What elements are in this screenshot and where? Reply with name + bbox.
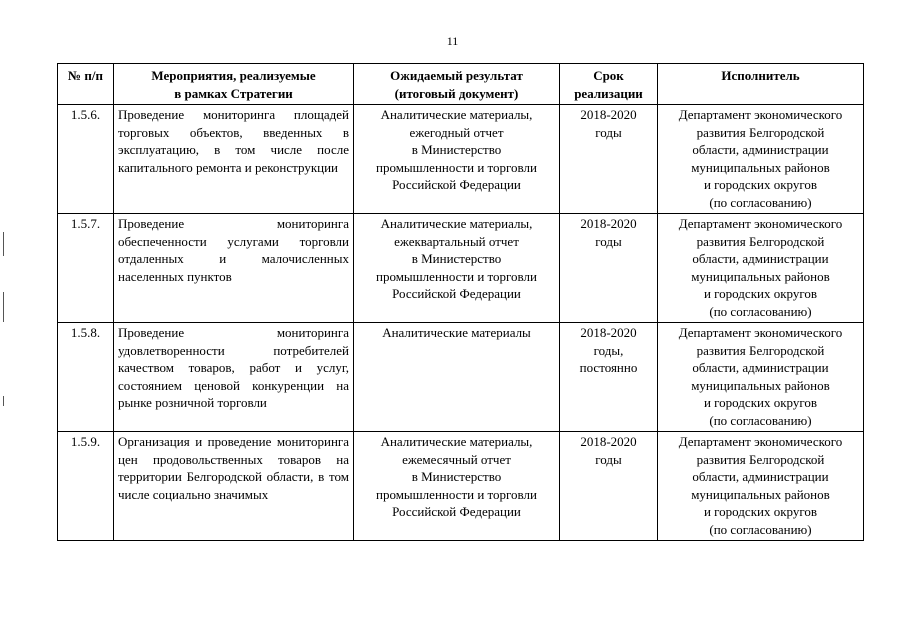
expected-result-line: в Министерство <box>411 251 502 266</box>
executor-line: (по согласованию) <box>709 303 812 319</box>
table-row <box>58 105 864 214</box>
expected-result-line: промышленности и торговли <box>376 486 537 502</box>
expected-result-line: ежегодный отчет <box>409 124 504 140</box>
measure-description: Проведение мониторинга удовлетворенности потребителей качеством товаров, работ и услуг, состоянием ценовой конкуренции на рынке розничной торговли <box>114 323 354 432</box>
executor-line: области, администрации <box>692 142 829 157</box>
implementation-term-line: годы <box>595 124 622 140</box>
executor-line: Департамент экономического <box>678 434 843 449</box>
implementation-term-line: годы, <box>593 342 624 358</box>
scan-mark <box>3 396 4 406</box>
scan-mark <box>3 292 4 322</box>
expected-result-line: в Министерство <box>411 142 502 157</box>
expected-result <box>354 323 560 432</box>
expected-result-line: промышленности и торговли <box>376 159 537 175</box>
implementation-term <box>560 214 658 323</box>
expected-result <box>354 214 560 323</box>
executor-line: области, администрации <box>692 251 829 266</box>
implementation-term-line: годы <box>595 233 622 249</box>
expected-result-line: ежемесячный отчет <box>402 451 511 467</box>
executor-line: Департамент экономического <box>678 216 843 231</box>
implementation-term <box>560 323 658 432</box>
row-number: 1.5.8. <box>58 323 114 432</box>
expected-result <box>354 432 560 541</box>
executor-line: развития Белгородской <box>696 124 825 140</box>
row-number: 1.5.7. <box>58 214 114 323</box>
measure-description: Организация и проведение мониторинга цен продовольственных товаров на территории Белгородской области, в том числе социально значимых <box>114 432 354 541</box>
header-result <box>354 64 560 105</box>
header-measures-line2: в рамках Стратегии <box>174 85 293 101</box>
executor-line: развития Белгородской <box>696 451 825 467</box>
header-executor: Исполнитель <box>658 64 864 105</box>
table-row <box>58 214 864 323</box>
executor-line: и городских округов <box>703 395 818 410</box>
expected-result-line: ежеквартальный отчет <box>394 233 519 249</box>
header-measures-line1: Мероприятия, реализуемые <box>151 68 316 83</box>
expected-result-line: промышленности и торговли <box>376 268 537 284</box>
scan-mark <box>3 232 4 256</box>
executor-line: и городских округов <box>703 177 818 192</box>
header-term-line2: реализации <box>574 85 643 101</box>
implementation-term <box>560 105 658 214</box>
executor <box>658 432 864 541</box>
expected-result-line: Российской Федерации <box>392 504 521 519</box>
implementation-term <box>560 432 658 541</box>
row-number: 1.5.6. <box>58 105 114 214</box>
expected-result-line: Аналитические материалы <box>382 325 531 340</box>
header-term-line1: Срок <box>593 68 624 83</box>
row-number: 1.5.9. <box>58 432 114 541</box>
implementation-term-line: 2018-2020 <box>580 216 637 231</box>
implementation-term-line: 2018-2020 <box>580 434 637 449</box>
implementation-term-line: 2018-2020 <box>580 325 637 340</box>
table-header-row <box>58 64 864 105</box>
expected-result-line: Аналитические материалы, <box>380 216 533 231</box>
executor-line: развития Белгородской <box>696 342 825 358</box>
expected-result-line: Российской Федерации <box>392 177 521 192</box>
header-result-line1: Ожидаемый результат <box>390 68 523 83</box>
expected-result <box>354 105 560 214</box>
measure-description: Проведение мониторинга площадей торговых объектов, введенных в эксплуатацию, в том числе после капитального ремонта и реконструкции <box>114 105 354 214</box>
table-body <box>58 105 864 541</box>
executor-line: Департамент экономического <box>678 325 843 340</box>
executor-line: области, администрации <box>692 360 829 375</box>
expected-result-line: Аналитические материалы, <box>380 434 533 449</box>
executor-line: муниципальных районов <box>691 159 830 175</box>
implementation-term-line: годы <box>595 451 622 467</box>
executor-line: области, администрации <box>692 469 829 484</box>
header-num: № п/п <box>58 64 114 105</box>
executor-line: (по согласованию) <box>709 521 812 537</box>
executor-line: и городских округов <box>703 504 818 519</box>
executor <box>658 214 864 323</box>
measure-description: Проведение мониторинга обеспеченности услугами торговли отдаленных и малочисленных населенных пунктов <box>114 214 354 323</box>
measures-table <box>57 63 864 541</box>
header-result-line2: (итоговый документ) <box>394 85 519 101</box>
executor-line: и городских округов <box>703 286 818 301</box>
expected-result-line: в Министерство <box>411 469 502 484</box>
header-term <box>560 64 658 105</box>
implementation-term-line: постоянно <box>579 360 638 375</box>
executor-line: Департамент экономического <box>678 107 843 122</box>
executor-line: муниципальных районов <box>691 377 830 393</box>
implementation-term-line: 2018-2020 <box>580 107 637 122</box>
executor-line: развития Белгородской <box>696 233 825 249</box>
table-row <box>58 323 864 432</box>
executor <box>658 323 864 432</box>
executor-line: муниципальных районов <box>691 268 830 284</box>
executor-line: (по согласованию) <box>709 412 812 428</box>
executor-line: муниципальных районов <box>691 486 830 502</box>
table-row <box>58 432 864 541</box>
expected-result-line: Аналитические материалы, <box>380 107 533 122</box>
header-measures <box>114 64 354 105</box>
executor-line: (по согласованию) <box>709 194 812 210</box>
expected-result-line: Российской Федерации <box>392 286 521 301</box>
page-number: 11 <box>446 34 459 48</box>
executor <box>658 105 864 214</box>
